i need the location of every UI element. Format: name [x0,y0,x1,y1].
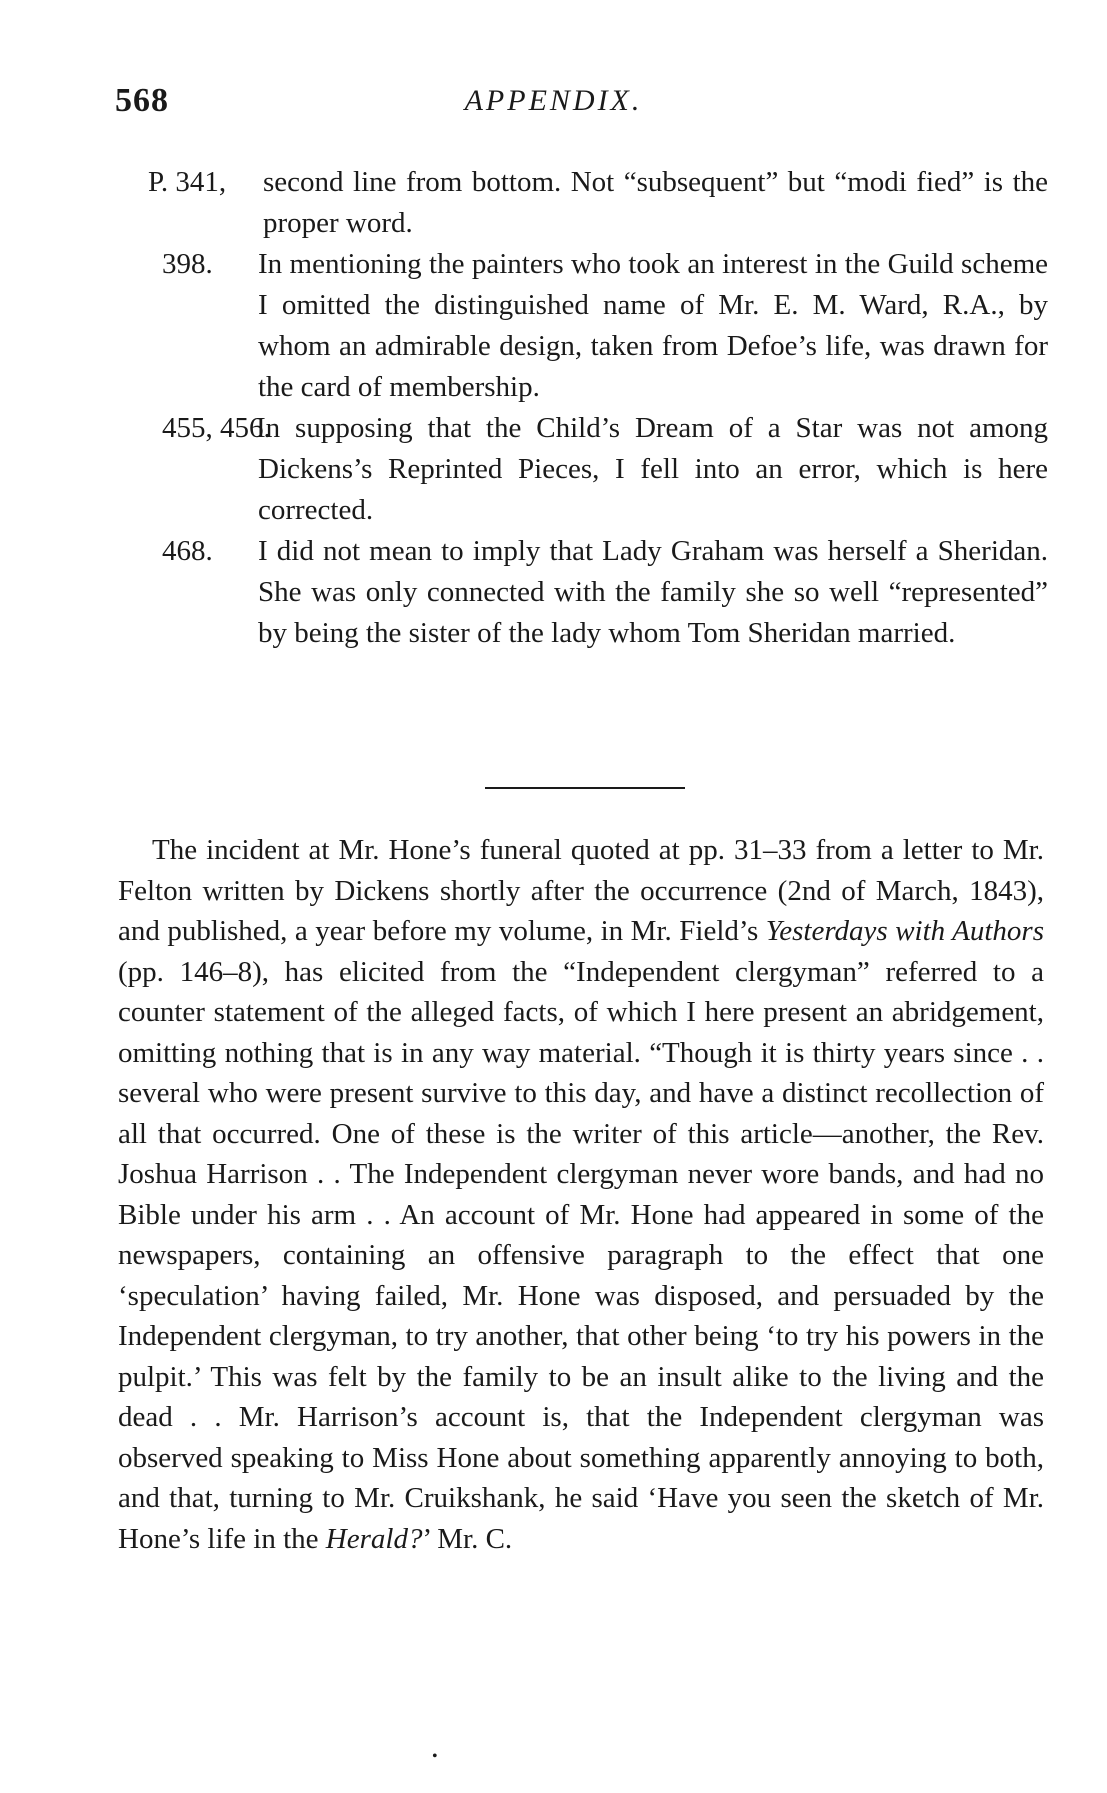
body-text-part2: (pp. 146–8), has elicited from the “Independent clergyman” referred to a counter statement of the alleged facts, of which I here present an abridgement, omitting nothing that is in any way material. “Though it is thirty years since . . several who were present survive to this day, and have a distinct recollection of all that occurred. One of these is the writer of this article—another, the Rev. Joshua Harrison . . The Independent clergyman never wore bands, and had no Bible under his arm . . An account of Mr. Hone had appeared in some of the newspapers, containing an offensive paragraph to the effect that one ‘speculation’ having failed, Mr. Hone was disposed, and persuaded by the Independent clergyman, to try another, that other being ‘to try his powers in the pulpit.’ This was felt by the family to be an insult alike to the living and the dead . . Mr. Harrison’s account is, that the Independent clergyman was observed speaking to Miss Hone about something apparently annoying to both, and that, turning to Mr. Cruikshank, he said ‘Have you seen the sketch of Mr. Hone’s life in the [118,955,1044,1555]
errata-ref: 468. [162,535,213,567]
printer-mark: • [432,1748,438,1765]
errata-ref: 398. [162,248,213,280]
errata-entry [148,531,1048,654]
newspaper-title: Herald? [325,1522,423,1555]
errata-text: In supposing that the Child’s Dream of a Star was not among Dickens’s Reprinted Pieces, I fell into an error, which is here corrected. [256,412,1048,526]
errata-text: second line from bottom. Not “subsequent” but “modi fied” is the proper word. [263,166,1048,239]
errata-entry [148,162,1048,244]
section-divider [485,787,685,789]
errata-list [148,162,1048,654]
errata-ref: P. 341, [148,166,227,198]
book-title: Yesterdays with Authors [765,915,1045,947]
body-text-part3: ’ Mr. C. [422,1522,513,1555]
errata-text: I did not mean to imply that Lady Graham was herself a Sheridan. She was only connected with the family she so well “represented” by being the sister of the lady whom Tom Sheridan married. [258,535,1048,649]
errata-entry [148,408,1048,531]
errata-ref: 455, 456. [162,412,271,444]
page-number: 568 [115,82,169,119]
body-text-part1: The incident at Mr. Hone’s funeral quoted at pp. 31–33 from a letter to Mr. Felton written by Dickens shortly after the occurrence (2nd of March, 1843), and published, a year before my volume, in Mr. Field’s [118,834,1044,947]
running-head: APPENDIX. [464,84,643,117]
errata-text: In mentioning the painters who took an interest in the Guild scheme I omitted the distinguished name of Mr. E. M. Ward, R.A., by whom an admirable design, taken from Defoe’s life, was drawn for the card of membership. [258,248,1048,403]
body-paragraph [118,830,1044,1559]
errata-entry [148,244,1048,408]
